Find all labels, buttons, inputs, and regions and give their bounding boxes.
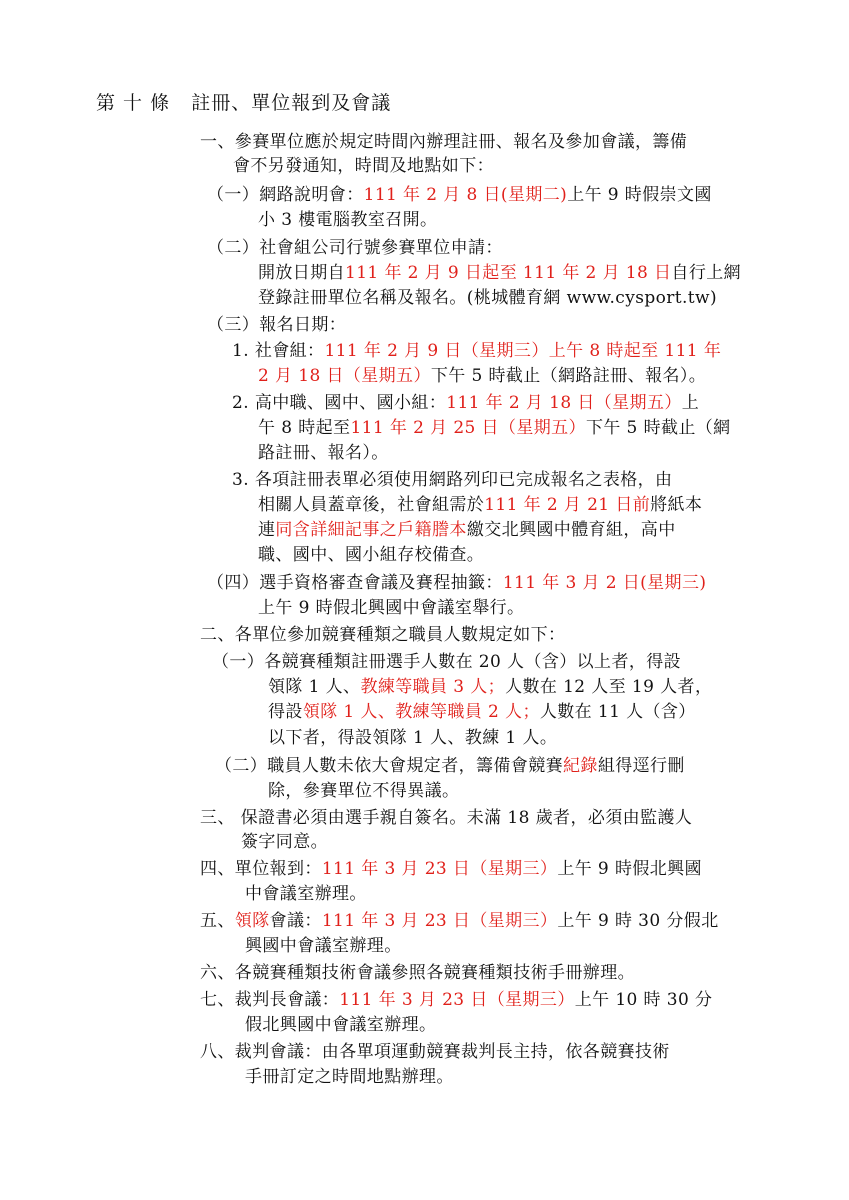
- highlight-date: 111 年 2 月 9 日（星期三）上午 8 時起至 111 年: [324, 341, 722, 361]
- text: 會議：: [269, 911, 322, 931]
- s6-line-1: 六、各競賽種類技術會議參照各競賽種類技術手冊辦理。: [200, 963, 635, 983]
- highlight-date: 111 年 2 月 8 日(星期二): [363, 185, 568, 205]
- s1-p3-item3-line-4: 職、國中、國小組存校備查。: [258, 545, 485, 565]
- s1-p3-item2-line-2: [258, 416, 731, 440]
- text: 人數在 12 人至 19 人者，: [505, 677, 713, 697]
- text: 四、單位報到：: [200, 859, 322, 879]
- text: 相關人員蓋章後，社會組需於: [258, 495, 485, 515]
- text: 自行上網: [671, 263, 742, 283]
- s1-p3-item3-line-3: [258, 518, 676, 542]
- highlight-text: 教練等職員 3 人；: [360, 677, 506, 697]
- highlight-date: 111 年 3 月 2 日(星期三): [502, 573, 707, 593]
- text: 開放日期自: [258, 263, 345, 283]
- article-number: 第 十 條: [96, 92, 171, 114]
- text: 將紙本: [650, 495, 703, 515]
- s1-p3-head: （三）報名日期：: [207, 315, 347, 335]
- s1-p4-line-2: 上午 9 時假北興國中會議室舉行。: [258, 598, 525, 618]
- s2-p1-line-4: 以下者，得設領隊 1 人、教練 1 人。: [268, 728, 558, 748]
- text: 2. 高中職、國中、國小組：: [232, 393, 447, 413]
- text: 七、裁判長會議：: [200, 990, 340, 1010]
- text: （二）職員人數未依大會規定者，籌備會競賽: [215, 756, 563, 776]
- s1-p3-item1-line-2: [258, 364, 706, 388]
- s1-p3-item3-line-2: [258, 493, 702, 517]
- highlight-date: 111 年 3 月 23 日（星期三）: [321, 911, 558, 931]
- text: 五、: [200, 911, 235, 931]
- highlight-date: 111 年 2 月 25 日（星期五）: [350, 418, 586, 438]
- text: （一）網路說明會：: [207, 185, 364, 205]
- text: 上午 10 時 30 分: [574, 990, 713, 1010]
- text: 組得逕行刪: [597, 756, 685, 776]
- s3-line-2: 簽字同意。: [241, 832, 328, 852]
- highlight-date: 111 年 3 月 23 日（星期三）: [321, 859, 558, 879]
- s1-p3-item2-line-3: 路註冊、報名）。: [258, 443, 389, 463]
- text: 上: [681, 393, 700, 413]
- text: 上午 9 時假崇文國: [567, 185, 712, 205]
- text: 1. 社會組：: [232, 341, 325, 361]
- highlight-date: 111 年 2 月 21 日前: [484, 495, 651, 515]
- text: 領隊 1 人、: [268, 677, 361, 697]
- s4-line-2: 中會議室辦理。: [245, 884, 367, 904]
- text: 上午 9 時假北興國: [557, 859, 702, 879]
- s5-line-2: 興國中會議室辦理。: [245, 936, 402, 956]
- text: 下午 5 時截止（網: [585, 418, 731, 438]
- s8-line-1: 八、裁判會議：由各單項運動競賽裁判長主持，依各競賽技術: [200, 1042, 670, 1062]
- text: 連: [258, 520, 276, 540]
- highlight-text: 領隊: [234, 911, 270, 931]
- s1-line-2: 會不另發通知，時間及地點如下：: [233, 156, 494, 176]
- s8-line-2: 手冊訂定之時間地點辦理。: [245, 1067, 454, 1087]
- s2-p1-line-1: （一）各競賽種類註冊選手人數在 20 人（含）以上者，得設: [212, 652, 682, 672]
- s1-p1-line-2: 小 3 樓電腦教室召開。: [258, 210, 438, 230]
- s7-line-1: [200, 988, 712, 1012]
- s4-line-1: [200, 857, 702, 881]
- s1-p2-line-3: 登錄註冊單位名稱及報名。(桃城體育網 www.cysport.tw): [258, 288, 718, 308]
- article-title: 註冊、單位報到及會議: [191, 92, 392, 114]
- article-title-line: [96, 91, 391, 115]
- s2-p2-line-1: [215, 754, 685, 778]
- text: 得設: [268, 702, 303, 722]
- s2-p2-line-2: 除，參賽單位不得異議。: [268, 781, 460, 801]
- s2-p1-line-3: [268, 700, 696, 724]
- s1-p1-line-1: [207, 183, 712, 207]
- text: 下午 5 時截止（網路註冊、報名）。: [430, 366, 707, 386]
- s1-p3-item2-line-1: [232, 391, 699, 415]
- s2-p1-line-2: [268, 675, 712, 699]
- text: 上午 9 時 30 分假北: [557, 911, 719, 931]
- s7-line-2: 假北興國中會議室辦理。: [245, 1015, 437, 1035]
- s3-line-1: 三、 保證書必須由選手親自簽名。未滿 18 歲者，必須由監護人: [200, 808, 693, 828]
- highlight-date: 111 年 2 月 9 日起至 111 年 2 月 18 日: [345, 263, 672, 283]
- highlight-text: 紀錄: [563, 756, 598, 776]
- s1-p3-item1-line-1: [232, 339, 721, 363]
- highlight-text: 領隊 1 人、教練等職員 2 人；: [302, 702, 540, 722]
- s1-p2-line-1: （二）社會組公司行號參賽單位申請：: [207, 238, 503, 258]
- s2-line-1: 二、各單位參加競賽種類之職員人數規定如下：: [200, 625, 566, 645]
- s1-line-1: 一、參賽單位應於規定時間內辦理註冊、報名及參加會議，籌備: [200, 132, 688, 152]
- text: 繳交北興國中體育組，高中: [466, 520, 676, 540]
- highlight-date: 2 月 18 日（星期五）: [258, 366, 431, 386]
- text: （四）選手資格審查會議及賽程抽籤：: [207, 573, 503, 593]
- highlight-date: 111 年 2 月 18 日（星期五）: [446, 393, 682, 413]
- highlight-text: 同含詳細記事之戶籍謄本: [275, 520, 467, 540]
- text: 午 8 時起至: [258, 418, 351, 438]
- s1-p3-item3-line-1: 3. 各項註冊表單必須使用網路列印已完成報名之表格，由: [232, 470, 673, 490]
- highlight-date: 111 年 3 月 23 日（星期三）: [339, 990, 575, 1010]
- s1-p4-line-1: [207, 571, 706, 595]
- s1-p2-line-2: [258, 261, 741, 285]
- s5-line-1: [200, 909, 719, 933]
- text: 人數在 11 人（含）: [539, 702, 696, 722]
